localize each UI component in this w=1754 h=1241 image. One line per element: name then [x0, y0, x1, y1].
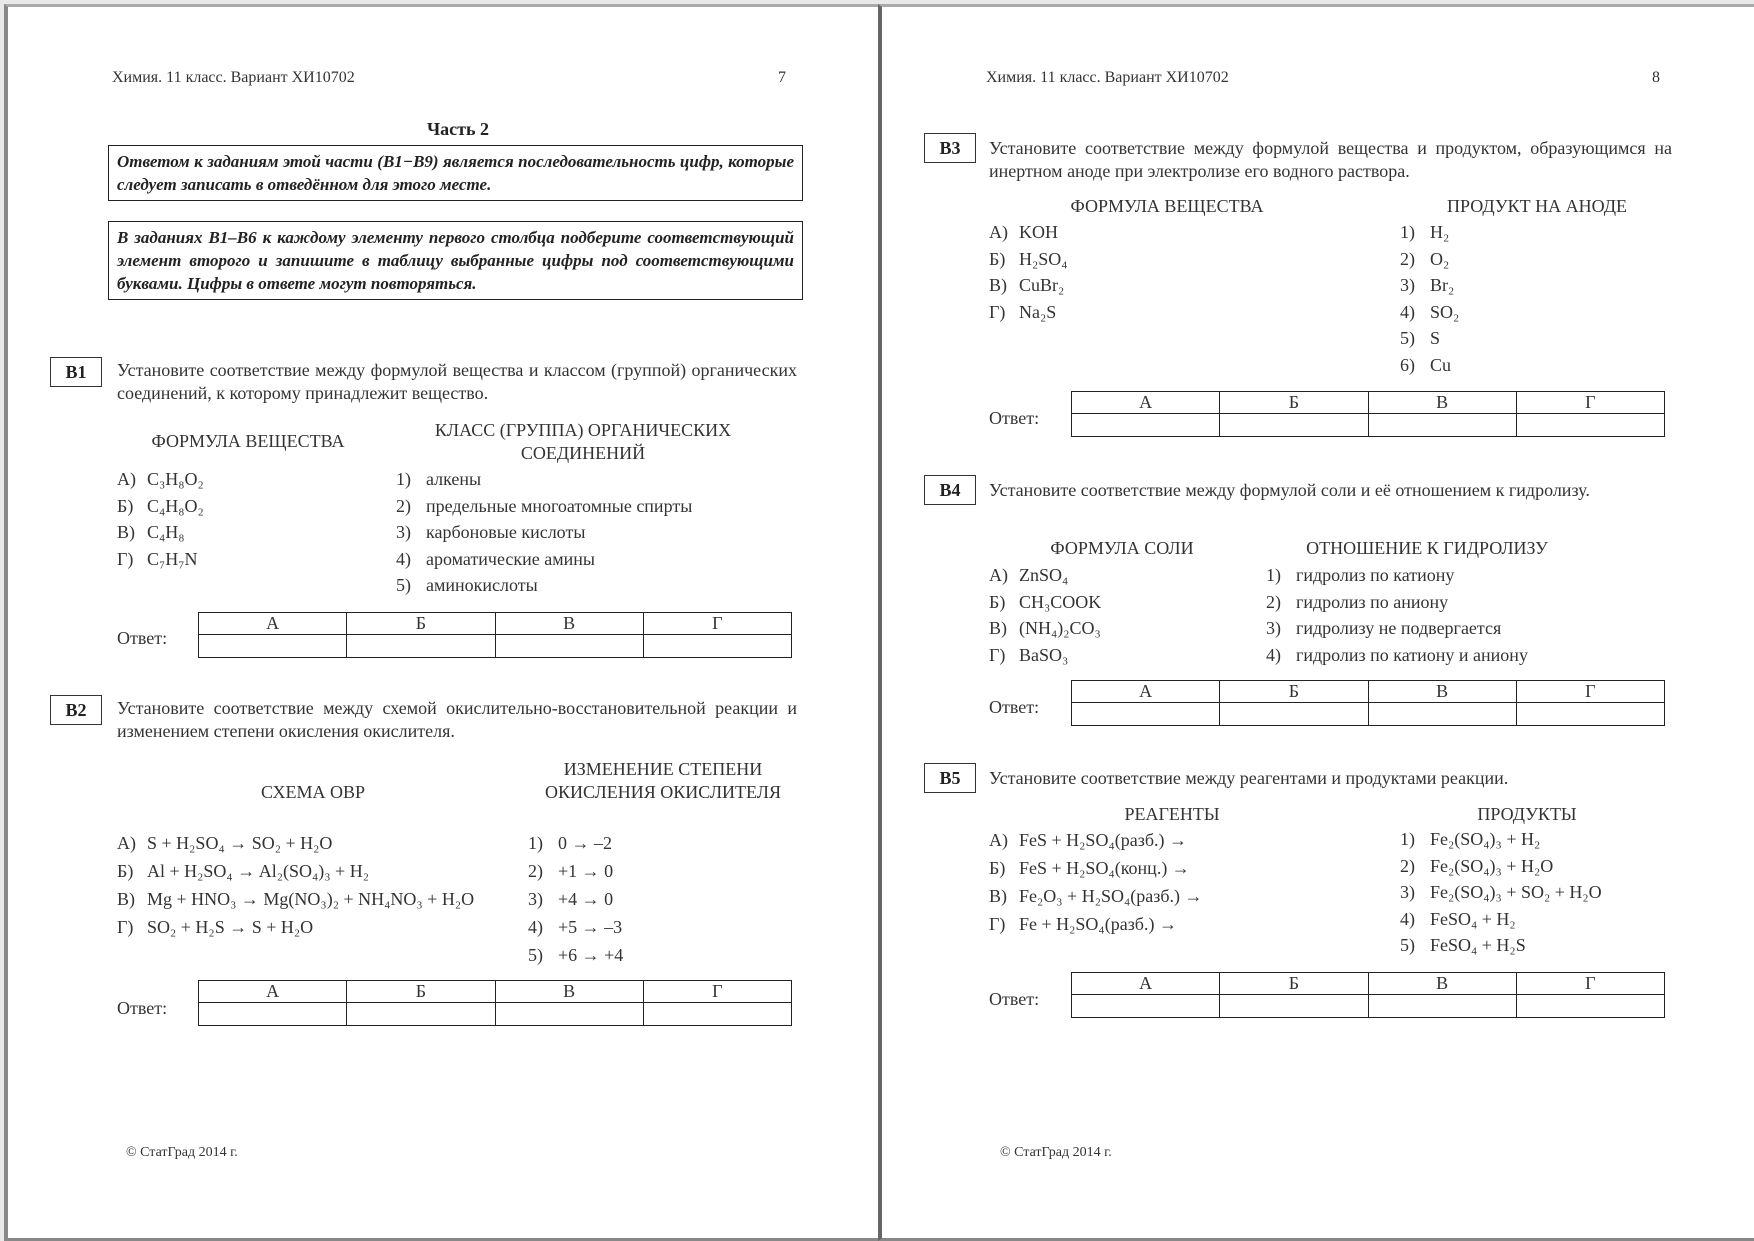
answer-header-v: В: [1368, 392, 1516, 414]
list-item: Б) C₄H₈O₂: [117, 495, 204, 516]
b1-left-list: [117, 466, 204, 572]
instruction-box-matching: В заданиях В1–В6 к каждому элементу первого столбца подберите соответствующий элемент второго и запишите в таблицу выбранные цифры под соответствующими буквами. Цифры в ответе могут повторяться.: [108, 221, 803, 300]
b2-right-column-header: ИЗМЕНЕНИЕ СТЕПЕНИ ОКИСЛЕНИЯ ОКИСЛИТЕЛЯ: [544, 759, 781, 802]
list-item: 1) 0 → –2: [528, 833, 612, 853]
answer-cell-v[interactable]: [1368, 995, 1516, 1018]
list-item: Г) BaSO₃: [989, 644, 1069, 665]
list-item: 1) алкены: [396, 469, 482, 489]
answer-header-b: Б: [1220, 973, 1368, 995]
answer-header-a: А: [1072, 973, 1220, 995]
list-item: 3) гидролизу не подвергается: [1266, 618, 1502, 638]
list-item: 1) Fe₂(SO₄)₃ + H₂: [1400, 829, 1541, 849]
list-item: 2) гидролиз по аниону: [1266, 591, 1449, 612]
answer-label-b4: Ответ:: [989, 697, 1040, 717]
list-item: Б) CH₃COOK: [989, 591, 1102, 612]
task-label-b1: B1: [50, 357, 102, 387]
b4-right-column-header: ОТНОШЕНИЕ К ГИДРОЛИЗУ: [1306, 538, 1548, 558]
list-item: 5) +6 → +4: [528, 945, 624, 965]
list-item: Б) Al + H₂SO₄ → Al₂(SO₄)₃ + H₂: [117, 861, 369, 881]
answer-cell-v[interactable]: [495, 1003, 643, 1026]
b5-right-list: [1400, 826, 1602, 959]
list-item: В) Mg + HNO₃ → Mg(NO₃)₂ + NH₄NO₃ + H₂O: [117, 889, 475, 909]
list-item: 1) H₂: [1400, 222, 1450, 242]
task-label-b4: B4: [924, 475, 976, 505]
list-item: 1) гидролиз по катиону: [1266, 565, 1455, 585]
list-item: А) FeS + H₂SO₄(разб.) →: [989, 830, 1187, 850]
b1-right-list: [396, 466, 692, 599]
answer-header-a: А: [199, 613, 347, 635]
answer-header-g: Г: [643, 613, 791, 635]
page-header: Химия. 11 класс. Вариант ХИ10702: [986, 69, 1229, 86]
answer-cell-a[interactable]: [1072, 703, 1220, 726]
page-footer: © СтатГрад 2014 г.: [1000, 1145, 1112, 1160]
answer-table-b2: [198, 980, 792, 1026]
b3-left-column-header: ФОРМУЛА ВЕЩЕСТВА: [1070, 196, 1264, 216]
list-item: В) CuBr₂: [989, 275, 1065, 295]
list-item: 4) FeSO₄ + H₂: [1400, 908, 1516, 929]
b1-left-column-header: ФОРМУЛА ВЕЩЕСТВА: [151, 431, 345, 451]
answer-header-b: Б: [347, 981, 495, 1003]
b2-right-list: [528, 829, 623, 969]
list-item: А) S + H₂SO₄ → SO₂ + H₂O: [117, 833, 333, 853]
task-label-b2: B2: [50, 695, 102, 725]
list-item: 3) Fe₂(SO₄)₃ + SO₂ + H₂O: [1400, 882, 1602, 902]
answer-label-b5: Ответ:: [989, 989, 1040, 1009]
b5-left-column-header: РЕАГЕНТЫ: [1124, 804, 1220, 824]
task-text-b3: Установите соответствие между формулой вещества и продуктом, образующимся на инертном аноде при электролизе его водного раствора.: [989, 138, 1672, 181]
list-item: 3) Br₂: [1400, 275, 1455, 295]
list-item: В) (NH₄)₂CO₃: [989, 618, 1101, 638]
list-item: 2) Fe₂(SO₄)₃ + H₂O: [1400, 855, 1554, 876]
answer-cell-b[interactable]: [347, 1003, 495, 1026]
list-item: 5) аминокислоты: [396, 575, 538, 595]
b2-left-column-header: СХЕМА ОВР: [260, 782, 366, 802]
list-item: Г) Na₂S: [989, 301, 1057, 322]
answer-label-b2: Ответ:: [117, 998, 168, 1018]
list-item: 5) FeSO₄ + H₂S: [1400, 935, 1526, 955]
list-item: 4) гидролиз по катиону и аниону: [1266, 644, 1528, 665]
answer-header-a: А: [1072, 681, 1220, 703]
task-label-b5: B5: [924, 763, 976, 793]
list-item: Г) SO₂ + H₂S → S + H₂O: [117, 917, 314, 937]
answer-cell-g[interactable]: [1516, 995, 1664, 1018]
b4-right-list: [1266, 562, 1528, 668]
instruction-box-answer-format: Ответом к заданиям этой части (В1−В9) является последовательность цифр, которые следует записать в отведённом для этого месте.: [108, 145, 803, 201]
b5-right-column-header: ПРОДУКТЫ: [1477, 804, 1577, 824]
list-item: А) KOH: [989, 222, 1058, 242]
list-item: 4) +5 → –3: [528, 917, 623, 937]
page-footer: © СтатГрад 2014 г.: [126, 1145, 238, 1160]
answer-header-a: А: [1072, 392, 1220, 414]
b4-left-column-header: ФОРМУЛА СОЛИ: [1050, 538, 1194, 558]
answer-header-b: Б: [347, 613, 495, 635]
answer-cell-v[interactable]: [1368, 414, 1516, 437]
answer-cell-g[interactable]: [643, 1003, 791, 1026]
list-item: В) C₄H₈: [117, 522, 185, 542]
list-item: А) C₃H₈O₂: [117, 469, 204, 489]
answer-header-g: Г: [643, 981, 791, 1003]
answer-header-v: В: [1368, 973, 1516, 995]
page-8: [878, 4, 1754, 1241]
answer-header-v: В: [495, 981, 643, 1003]
answer-table-b5: [1071, 972, 1665, 1018]
answer-cell-v[interactable]: [495, 635, 643, 658]
task-text-b4: Установите соответствие между формулой соли и её отношением к гидролизу.: [989, 480, 1590, 500]
list-item: А) ZnSO₄: [989, 565, 1069, 585]
list-item: 3) карбоновые кислоты: [396, 522, 586, 542]
answer-cell-b[interactable]: [1220, 995, 1368, 1018]
b3-right-column-header: ПРОДУКТ НА АНОДЕ: [1447, 196, 1627, 216]
list-item: 4) SO₂: [1400, 301, 1460, 322]
task-label-b3: B3: [924, 133, 976, 163]
list-item: В) Fe₂O₃ + H₂SO₄(разб.) →: [989, 886, 1203, 906]
answer-header-g: Г: [1516, 973, 1664, 995]
list-item: 2) +1 → 0: [528, 861, 614, 881]
list-item: 4) ароматические амины: [396, 548, 596, 569]
list-item: 2) предельные многоатомные спирты: [396, 495, 693, 516]
list-item: 5) S: [1400, 328, 1441, 348]
part-title: Часть 2: [426, 119, 490, 139]
list-item: 6) Cu: [1400, 354, 1452, 375]
task-text-b5: Установите соответствие между реагентами и продуктами реакции.: [989, 768, 1509, 788]
b3-left-list: [989, 219, 1068, 325]
list-item: 2) O₂: [1400, 248, 1450, 269]
answer-table-b3: [1071, 391, 1665, 437]
answer-header-b: Б: [1220, 392, 1368, 414]
list-item: Б) H₂SO₄: [989, 248, 1068, 269]
answer-header-b: Б: [1220, 681, 1368, 703]
page-number: 7: [778, 69, 786, 86]
page-number: 8: [1652, 69, 1660, 86]
answer-header-v: В: [1368, 681, 1516, 703]
answer-cell-g[interactable]: [1516, 703, 1664, 726]
list-item: Б) FeS + H₂SO₄(конц.) →: [989, 858, 1190, 878]
answer-cell-a[interactable]: [199, 1003, 347, 1026]
answer-cell-a[interactable]: [199, 635, 347, 658]
answer-cell-g[interactable]: [1516, 414, 1664, 437]
b1-right-column-header: КЛАСС (ГРУППА) ОРГАНИЧЕСКИХ СОЕДИНЕНИЙ: [434, 420, 732, 463]
answer-header-g: Г: [1516, 681, 1664, 703]
answer-cell-b[interactable]: [347, 635, 495, 658]
answer-label-b1: Ответ:: [117, 628, 168, 648]
answer-cell-b[interactable]: [1220, 703, 1368, 726]
task-text-b2: Установите соответствие между схемой окислительно-восстановительной реакции и изменением степени окисления окислителя.: [117, 698, 797, 741]
task-text-b1: Установите соответствие между формулой вещества и классом (группой) органических соединений, к которому принадлежит вещество.: [117, 360, 797, 403]
answer-cell-v[interactable]: [1368, 703, 1516, 726]
answer-cell-a[interactable]: [1072, 414, 1220, 437]
answer-cell-a[interactable]: [1072, 995, 1220, 1018]
list-item: Г) Fe + H₂SO₄(разб.) →: [989, 914, 1177, 934]
page-header: Химия. 11 класс. Вариант ХИ10702: [112, 69, 355, 86]
answer-label-b3: Ответ:: [989, 408, 1040, 428]
list-item: Г) C₇H₇N: [117, 548, 198, 569]
answer-header-a: А: [199, 981, 347, 1003]
answer-table-b4: [1071, 680, 1665, 726]
b5-left-list: [989, 826, 1203, 938]
answer-header-g: Г: [1516, 392, 1664, 414]
answer-cell-b[interactable]: [1220, 414, 1368, 437]
answer-cell-g[interactable]: [643, 635, 791, 658]
answer-table-b1: [198, 612, 792, 658]
b4-left-list: [989, 562, 1101, 668]
list-item: 3) +4 → 0: [528, 889, 614, 909]
answer-header-v: В: [495, 613, 643, 635]
b3-right-list: [1400, 219, 1459, 378]
b2-left-list: [117, 829, 474, 941]
page-7: [4, 4, 878, 1241]
